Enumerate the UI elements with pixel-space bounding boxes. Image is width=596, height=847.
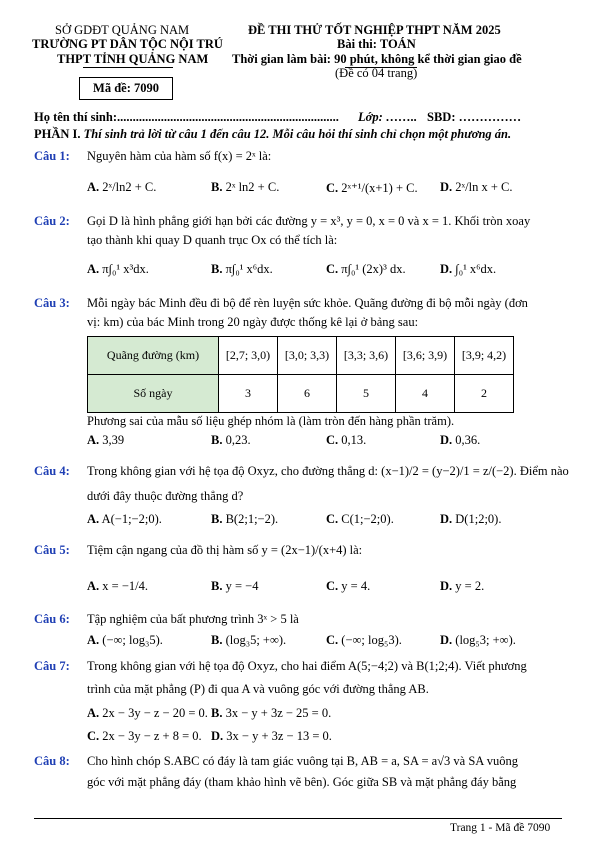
q8-label: Câu 8: <box>34 754 70 768</box>
student-name-field: Họ tên thí sinh:....................................................................... <box>34 110 339 124</box>
q4-option-b: B. B(2;1;−2). <box>211 512 279 526</box>
q4-option-a: A. A(−1;−2;0). <box>87 512 162 526</box>
q2-option-c: C. π∫₀¹ (2x)³ dx. <box>326 262 406 276</box>
school-subname: THPT TỈNH QUẢNG NAM <box>57 52 209 66</box>
footer-rule <box>34 818 562 819</box>
q1-text: Nguyên hàm của hàm số f(x) = 2ˣ là: <box>87 149 272 163</box>
q4-option-c: C. C(1;−2;0). <box>326 512 394 526</box>
table-row <box>88 375 514 413</box>
q6-option-d: D. (log₅3; +∞). <box>440 633 516 647</box>
exam-title: ĐỀ THI THỬ TỐT NGHIỆP THPT NĂM 2025 <box>248 23 501 37</box>
q2-option-d: D. ∫₀¹ x⁶dx. <box>440 262 497 276</box>
q7-label: Câu 7: <box>34 659 70 673</box>
q7-text-line2: trình của mặt phẳng (P) đi qua A và vuông góc với đường thẳng AB. <box>87 682 429 696</box>
exam-subject: Bài thi: TOÁN <box>337 37 416 51</box>
q3-text-line1: Mỗi ngày bác Minh đều đi bộ để rèn luyện sức khỏe. Quãng đường đi bộ mỗi ngày (đơn <box>87 296 528 310</box>
school-name: TRƯỜNG PT DÂN TỘC NỘI TRÚ <box>32 37 223 51</box>
q1-option-c: C. 2ˣ⁺¹/(x+1) + C. <box>326 181 418 195</box>
table-interval: [2,7; 3,0) <box>219 337 278 375</box>
table-interval: [3,6; 3,9) <box>396 337 455 375</box>
q2-option-a: A. π∫₀¹ x³dx. <box>87 262 149 276</box>
table-interval: [3,3; 3,6) <box>337 337 396 375</box>
q1-option-a: A. 2ˣ/ln2 + C. <box>87 180 157 194</box>
q5-option-b: B. y = −4 <box>211 579 259 593</box>
q6-label: Câu 6: <box>34 612 70 626</box>
q2-label: Câu 2: <box>34 214 70 228</box>
q4-option-d: D. D(1;2;0). <box>440 512 502 526</box>
part1-heading <box>34 127 511 142</box>
table-count: 4 <box>396 375 455 413</box>
q5-option-a: A. x = −1/4. <box>87 579 148 593</box>
q6-text: Tập nghiệm của bất phương trình 3ˣ > 5 là <box>87 612 299 626</box>
q1-label: Câu 1: <box>34 149 70 163</box>
page-footer: Trang 1 - Mã đề 7090 <box>450 822 551 834</box>
q4-text-line2: dưới đây thuộc đường thẳng d? <box>87 489 244 503</box>
q6-option-a: A. (−∞; log₃5). <box>87 633 163 647</box>
table-header-label: Quãng đường (km) <box>88 337 219 375</box>
part1-instructions: Thí sinh trả lời từ câu 1 đến câu 12. Mỗi câu hỏi thí sinh chỉ chọn một phương án. <box>83 127 512 141</box>
q5-option-c: C. y = 4. <box>326 579 371 593</box>
table-interval: [3,0; 3,3) <box>278 337 337 375</box>
q6-option-b: B. (log₃5; +∞). <box>211 633 287 647</box>
class-field: Lớp: …….. <box>358 110 418 124</box>
table-interval: [3,9; 4,2) <box>455 337 514 375</box>
page-count-note: (Đề có 04 trang) <box>335 66 418 80</box>
q3-option-b: B. 0,23. <box>211 433 251 447</box>
q3-label: Câu 3: <box>34 296 70 310</box>
q1-option-d: D. 2ˣ/ln x + C. <box>440 180 513 194</box>
sbd-field: SBD: …………… <box>427 110 522 124</box>
q8-text-line2: góc với mặt phẳng đáy (tham khảo hình vẽ bên). Góc giữa SB và mặt phẳng đáy bằng <box>87 775 517 789</box>
q5-text: Tiệm cận ngang của đồ thị hàm số y = (2x−1)/(x+4) là: <box>87 543 363 557</box>
part1-title: PHẦN I. <box>34 127 81 141</box>
q7-option-b: B. 3x − y + 3z − 25 = 0. <box>211 706 332 720</box>
table-row <box>88 337 514 375</box>
q1-option-b: B. 2ˣ ln2 + C. <box>211 180 280 194</box>
q5-label: Câu 5: <box>34 543 70 557</box>
table-count: 6 <box>278 375 337 413</box>
department-name: SỞ GDĐT QUẢNG NAM <box>55 23 190 37</box>
table-row-label: Số ngày <box>88 375 219 413</box>
exam-code-box: Mã đề: 7090 <box>79 77 173 100</box>
q7-text-line1: Trong không gian với hệ tọa độ Oxyz, cho hai điểm A(5;−4;2) và B(1;2;4). Viết phương <box>87 659 527 673</box>
q7-option-d: D. 3x − y + 3z − 13 = 0. <box>211 729 332 743</box>
q3-text-line2: vị: km) của bác Minh trong 20 ngày được thống kê lại ở bảng sau: <box>87 315 419 329</box>
q3-option-c: C. 0,13. <box>326 433 367 447</box>
q6-option-c: C. (−∞; log₅3). <box>326 633 402 647</box>
q2-option-b: B. π∫₀¹ x⁶dx. <box>211 262 273 276</box>
table-count: 2 <box>455 375 514 413</box>
q7-option-a: A. 2x − 3y − z − 20 = 0. <box>87 706 208 720</box>
q8-text-line1: Cho hình chóp S.ABC có đáy là tam giác vuông tại B, AB = a, SA = a√3 và SA vuông <box>87 754 519 768</box>
school-underline <box>83 67 173 68</box>
distance-frequency-table <box>87 336 514 413</box>
exam-duration: Thời gian làm bài: 90 phút, không kể thời gian giao đề <box>232 52 522 66</box>
q7-option-c: C. 2x − 3y − z + 8 = 0. <box>87 729 202 743</box>
q3-option-a: A. 3,39 <box>87 433 125 447</box>
q5-option-d: D. y = 2. <box>440 579 485 593</box>
q2-text-line2: tạo thành khi quay D quanh trục Ox có thể tích là: <box>87 233 338 247</box>
q3-text-line3: Phương sai của mẫu số liệu ghép nhóm là (làm tròn đến hàng phần trăm). <box>87 414 455 428</box>
q4-label: Câu 4: <box>34 464 70 478</box>
table-count: 5 <box>337 375 396 413</box>
table-count: 3 <box>219 375 278 413</box>
q2-text-line1: Gọi D là hình phẳng giới hạn bởi các đường y = x³, y = 0, x = 0 và x = 1. Khối tròn xoay <box>87 214 531 228</box>
q4-text-line1: Trong không gian với hệ tọa độ Oxyz, cho đường thẳng d: (x−1)/2 = (y−2)/1 = z/(−2). Điểm nào <box>87 464 569 478</box>
q3-option-d: D. 0,36. <box>440 433 481 447</box>
